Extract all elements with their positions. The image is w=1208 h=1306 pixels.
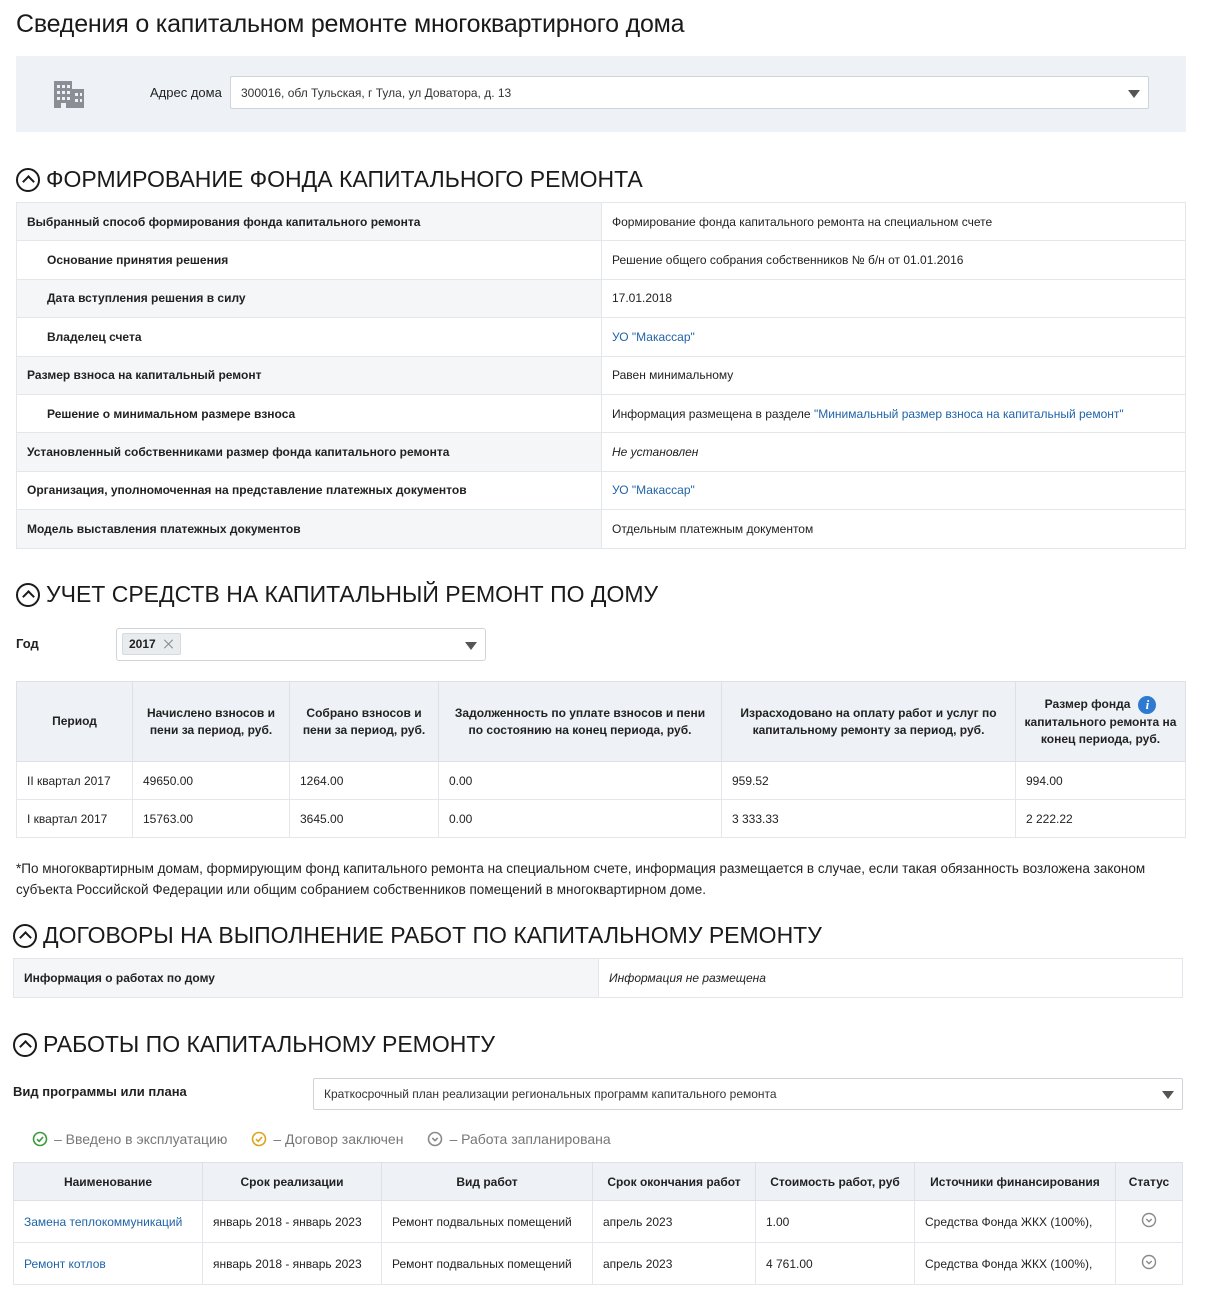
row-key: Основание принятия решения <box>17 241 602 279</box>
legend-label: – Договор заключен <box>273 1131 404 1147</box>
year-select[interactable] <box>116 628 486 661</box>
table-row <box>17 510 1186 548</box>
row-key: Решение о минимальном размере взноса <box>17 394 602 432</box>
row-key: Размер взноса на капитальный ремонт <box>17 356 602 394</box>
page-title: Сведения о капитальном ремонте многоквартирного дома <box>16 10 685 38</box>
legend-item <box>32 1131 227 1147</box>
min-contribution-link[interactable]: "Минимальный размер взноса на капитальный ремонт" <box>813 406 1124 421</box>
table-row <box>17 241 1186 279</box>
table-cell: 1264.00 <box>290 762 439 800</box>
contracts-section-heading[interactable] <box>13 922 822 949</box>
year-tag-label: 2017 <box>129 637 156 651</box>
table-cell: 0.00 <box>439 800 722 838</box>
program-value: Краткосрочный план реализации региональных программ капитального ремонта <box>324 1087 777 1101</box>
table-row <box>14 959 1183 998</box>
row-value: 17.01.2018 <box>602 279 1186 317</box>
table-cell: Средства Фонда ЖКХ (100%), <box>915 1201 1116 1243</box>
table-row <box>17 394 1186 432</box>
legend-item <box>427 1131 610 1147</box>
footnote: *По многоквартирным домам, формирующим фонд капитального ремонта на специальном счете, информация размещается в случае, если такая обязанность возложена законом субъекта Российской Федерации или общим собранием собственников помещений в многоквартирном доме. <box>16 861 1146 897</box>
works-section-heading[interactable] <box>13 1031 495 1058</box>
accounting-section-heading[interactable] <box>16 581 658 608</box>
row-key: Организация, уполномоченная на представление платежных документов <box>17 471 602 509</box>
table-cell: 49650.00 <box>133 762 290 800</box>
contracts-table <box>13 958 1183 998</box>
row-value: Формирование фонда капитального ремонта на специальном счете <box>602 203 1186 241</box>
program-label: Вид программы или плана <box>13 1084 187 1099</box>
status-cell <box>1116 1243 1183 1285</box>
works-table <box>13 1162 1183 1285</box>
column-header-line1: Размер фонда <box>1044 696 1131 711</box>
work-name-link[interactable]: Ремонт котлов <box>24 1256 106 1271</box>
column-header: Наименование <box>14 1163 203 1201</box>
payment-org-link[interactable]: УО "Макассар" <box>612 483 695 498</box>
collapse-icon[interactable] <box>13 924 37 948</box>
row-key: Выбранный способ формирования фонда капитального ремонта <box>17 203 602 241</box>
table-cell: 3645.00 <box>290 800 439 838</box>
column-header-line2: капитального ремонта на конец периода, руб. <box>1024 714 1177 746</box>
column-header: Задолженность по уплате взносов и пени по состоянию на конец периода, руб. <box>439 682 722 762</box>
year-tag <box>122 633 181 655</box>
column-header: Стоимость работ, руб <box>756 1163 915 1201</box>
row-key: Владелец счета <box>17 318 602 356</box>
table-cell: 1.00 <box>756 1201 915 1243</box>
status-legend <box>32 1131 611 1147</box>
table-cell: 2 222.22 <box>1016 800 1186 838</box>
table-row <box>17 356 1186 394</box>
table-cell: 15763.00 <box>133 800 290 838</box>
year-label: Год <box>16 636 39 651</box>
planned-circle-icon <box>1141 1254 1157 1270</box>
table-cell: Ремонт подвальных помещений <box>382 1201 593 1243</box>
accounting-table <box>16 681 1186 838</box>
table-cell: 3 333.33 <box>722 800 1016 838</box>
table-cell: 959.52 <box>722 762 1016 800</box>
table-cell: 4 761.00 <box>756 1243 915 1285</box>
row-value: Информация не размещена <box>599 959 1183 998</box>
column-header: Срок реализации <box>203 1163 382 1201</box>
address-panel <box>16 56 1186 132</box>
table-cell: Средства Фонда ЖКХ (100%), <box>915 1243 1116 1285</box>
table-header-row <box>14 1163 1183 1201</box>
planned-circle-icon <box>427 1131 443 1147</box>
table-row <box>17 471 1186 509</box>
row-value: Отдельным платежным документом <box>602 510 1186 548</box>
table-row <box>17 279 1186 317</box>
table-row <box>14 1201 1183 1243</box>
table-cell: Ремонт подвальных помещений <box>382 1243 593 1285</box>
close-icon[interactable] <box>164 639 174 649</box>
address-value: 300016, обл Тульская, г Тула, ул Доватора, д. 13 <box>241 86 512 100</box>
table-header-row <box>17 682 1186 762</box>
contracts-section-title: ДОГОВОРЫ НА ВЫПОЛНЕНИЕ РАБОТ ПО КАПИТАЛЬНОМУ РЕМОНТУ <box>43 922 822 948</box>
address-select[interactable] <box>230 76 1149 109</box>
legend-label: – Работа запланирована <box>449 1131 611 1147</box>
row-value: Не установлен <box>602 433 1186 471</box>
chevron-down-icon <box>1162 1091 1174 1099</box>
table-row <box>17 318 1186 356</box>
row-value: Равен минимальному <box>602 356 1186 394</box>
table-cell: I квартал 2017 <box>17 800 133 838</box>
fund-section-title: ФОРМИРОВАНИЕ ФОНДА КАПИТАЛЬНОГО РЕМОНТА <box>46 166 643 192</box>
legend-item <box>251 1131 403 1147</box>
row-value: Решение общего собрания собственников № б/н от 01.01.2016 <box>602 241 1186 279</box>
row-key: Модель выставления платежных документов <box>17 510 602 548</box>
row-key: Дата вступления решения в силу <box>17 279 602 317</box>
table-row <box>17 800 1186 838</box>
accounting-section-title: УЧЕТ СРЕДСТВ НА КАПИТАЛЬНЫЙ РЕМОНТ ПО ДОМУ <box>46 581 659 607</box>
table-cell: II квартал 2017 <box>17 762 133 800</box>
row-key: Информация о работах по дому <box>14 959 599 998</box>
column-header: Израсходовано на оплату работ и услуг по капитальному ремонту за период, руб. <box>722 682 1016 762</box>
table-cell: апрель 2023 <box>593 1243 756 1285</box>
table-row <box>14 1243 1183 1285</box>
info-icon[interactable]: i <box>1138 696 1156 714</box>
chevron-down-icon <box>1128 90 1140 98</box>
legend-label: – Введено в эксплуатацию <box>54 1131 228 1147</box>
column-header-fund <box>1016 682 1186 762</box>
chevron-down-icon <box>465 642 477 650</box>
table-cell: апрель 2023 <box>593 1201 756 1243</box>
table-cell: 0.00 <box>439 762 722 800</box>
work-name-link[interactable]: Замена теплокоммуникаций <box>24 1214 183 1229</box>
row-value-prefix: Информация размещена в разделе <box>612 406 814 421</box>
table-row <box>17 203 1186 241</box>
table-cell: январь 2018 - январь 2023 <box>203 1243 382 1285</box>
column-header: Собрано взносов и пени за период, руб. <box>290 682 439 762</box>
collapse-icon[interactable] <box>16 583 40 607</box>
table-row <box>17 762 1186 800</box>
collapse-icon[interactable] <box>13 1033 37 1057</box>
building-icon <box>53 79 85 109</box>
program-select[interactable] <box>313 1078 1183 1110</box>
table-row <box>17 433 1186 471</box>
status-cell <box>1116 1201 1183 1243</box>
column-header: Вид работ <box>382 1163 593 1201</box>
contract-circle-icon <box>251 1131 267 1147</box>
account-owner-link[interactable]: УО "Макассар" <box>612 329 695 344</box>
works-section-title: РАБОТЫ ПО КАПИТАЛЬНОМУ РЕМОНТУ <box>43 1031 496 1057</box>
table-cell: 994.00 <box>1016 762 1186 800</box>
check-circle-icon <box>32 1131 48 1147</box>
column-header: Источники финансирования <box>915 1163 1116 1201</box>
table-cell: январь 2018 - январь 2023 <box>203 1201 382 1243</box>
column-header: Начислено взносов и пени за период, руб. <box>133 682 290 762</box>
collapse-icon[interactable] <box>16 168 40 192</box>
fund-table <box>16 202 1186 549</box>
row-key: Установленный собственниками размер фонда капитального ремонта <box>17 433 602 471</box>
column-header: Период <box>17 682 133 762</box>
planned-circle-icon <box>1141 1212 1157 1228</box>
fund-section-heading[interactable] <box>16 166 643 193</box>
column-header: Срок окончания работ <box>593 1163 756 1201</box>
address-label: Адрес дома <box>150 85 222 100</box>
column-header: Статус <box>1116 1163 1183 1201</box>
